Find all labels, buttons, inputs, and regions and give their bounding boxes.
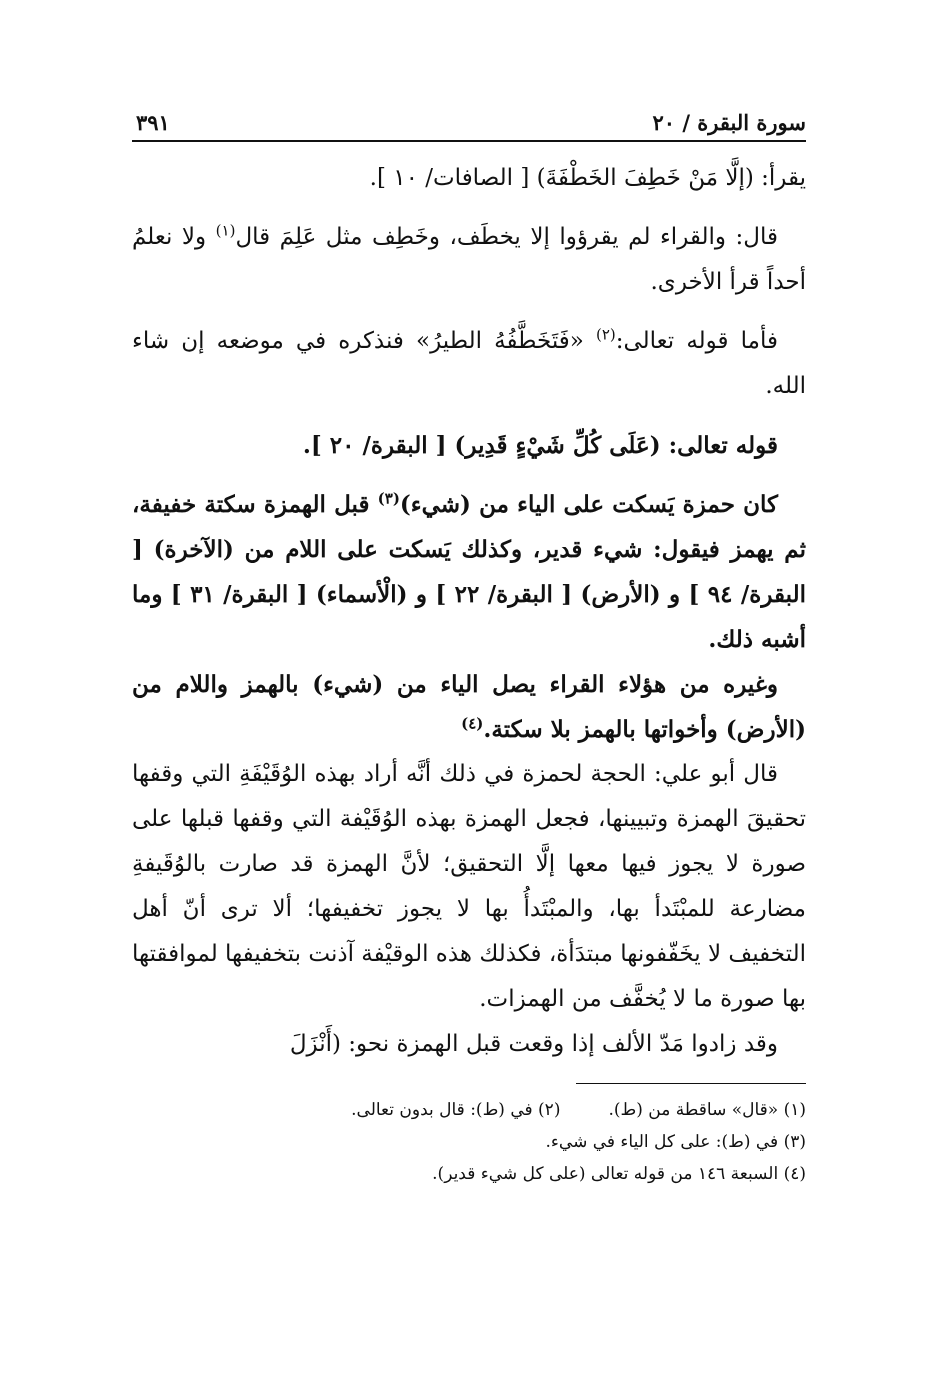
paragraph-text: قبل الهمزة سكتة خفيفة، ثم يهمز فيقول: شيء قدير، وكذلك يَسكت على اللام من (الآخرة) [ البقرة/ ٩٤ ] و (الأرض) [ البقرة/ ٢٢ ] و (الْأسماء) [ البقرة/ ٣١ ] وما أشبه ذلك. — [132, 491, 806, 653]
paragraph-text: وقد زادوا مَدّ الألف إذا وقعت قبل الهمزة نحو: (أَنْزَلَ — [289, 1031, 778, 1057]
paragraph-text: قال: والقراء لم يقرؤوا إلا يخطَف، وخَطِف مثل عَلِمَ قال — [235, 224, 778, 250]
paragraph-abu-ali — [132, 752, 806, 1022]
paragraph-amma — [132, 319, 806, 409]
footnote-ref-2[interactable]: (٢) — [595, 325, 616, 344]
paragraph-text: يقرأ: (إلَّا مَنْ خَطِفَ الخَطْفَةَ) [ الصافات/ ١٠ ]. — [369, 165, 806, 191]
heading-text: قوله تعالى: (عَلَى كُلِّ شَيْءٍ قَدِير) [ البقرة/ ٢٠ ]. — [302, 432, 778, 459]
book-page — [132, 100, 806, 1190]
paragraph-verse-quote — [132, 156, 806, 201]
footnotes — [132, 1094, 806, 1190]
footnote-ref-3[interactable]: (٣) — [377, 489, 400, 508]
running-title: سورة البقرة / ٢٠ — [652, 110, 806, 135]
footnote-4: (٤) السبعة ١٤٦ من قوله تعالى (على كل شيء قدير). — [432, 1164, 806, 1184]
footnote-2: (٢) في (ط): قال بدون تعالى. — [351, 1100, 561, 1120]
footnote-3: (٣) في (ط): على كل الياء في شيء. — [545, 1132, 806, 1152]
footnote-row — [132, 1094, 806, 1126]
paragraph-others — [132, 662, 806, 752]
paragraph-text: فأما قوله تعالى: — [615, 328, 778, 354]
footnote-divider — [576, 1083, 806, 1084]
paragraph-qala — [132, 215, 806, 305]
page-header — [132, 100, 806, 142]
footnote-1: (١) «قال» ساقطة من (ط). — [608, 1100, 806, 1120]
paragraph-hamza — [132, 482, 806, 662]
footnote-ref-1[interactable]: (١) — [215, 221, 236, 240]
page-number: ٣٩١ — [136, 110, 170, 135]
paragraph-text: ولا نعلمُ أحداً قرأ الأخرى. — [132, 224, 806, 295]
paragraph-text: «فَتَخَطَّفُهُ الطيرُ» فنذكره في موضعه إن شاء الله. — [132, 328, 806, 399]
paragraph-text: كان حمزة يَسكت على الياء من (شيء) — [399, 491, 778, 518]
paragraph-madd — [132, 1022, 806, 1067]
paragraph-text: قال أبو علي: الحجة لحمزة في ذلك أنَّه أراد بهذه الوُقَيْفَةِ التي وقفها تحقيقَ الهمزة وتبيينها، فجعل الهمزة بهذه الوُقَيْفة التي وقفها قبلها على صورة لا يجوز فيها معها إلَّا التحقيق؛ لأنَّ الهمزة قد صارت بالوُقَيفةِ مضارعة للمبْتَدأ بها، والمبْتَدأُ بها لا يجوز تخفيفها؛ ألا ترى أنّ أهل التخفيف لا يخَفّفونها مبتدَأة، فكذلك هذه الوقيْفة آذنت بتخفيفها لموافقتها بها صورة ما لا يُخفَّف من الهمزات. — [131, 761, 806, 1012]
section-heading — [132, 423, 806, 468]
paragraph-text: وغيره من هؤلاء القراء يصل الياء من (شيء) بالهمز واللام من (الأرض) وأخواتها بالهمز بلا سكتة. — [132, 671, 806, 743]
footnote-ref-4[interactable]: (٤) — [461, 714, 484, 733]
